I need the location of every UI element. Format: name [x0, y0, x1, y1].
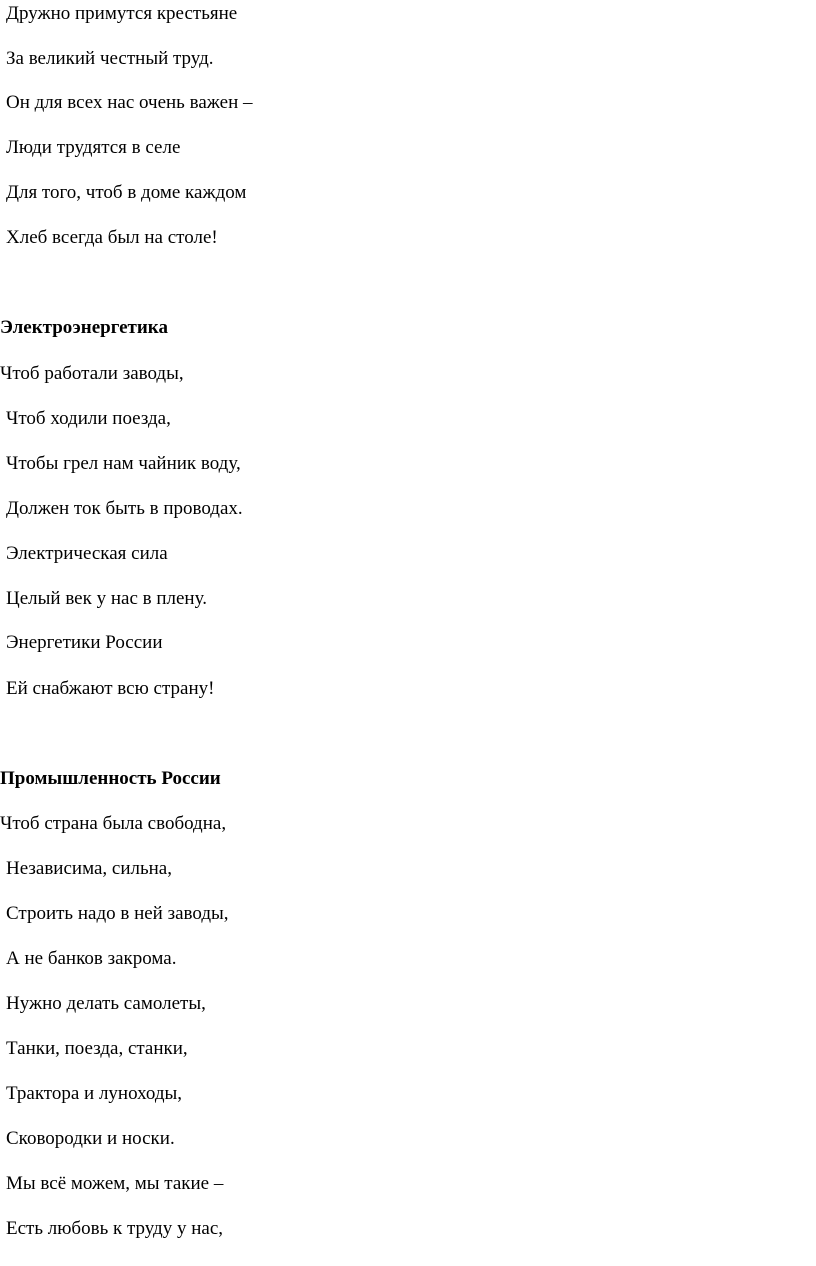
- poem-line: Должен ток быть в проводах.: [6, 498, 243, 519]
- poem-line: Хлеб всегда был на столе!: [6, 227, 218, 248]
- poem-line: Электрическая сила: [6, 543, 168, 564]
- poem-line: Чтоб работали заводы,: [0, 363, 184, 384]
- poem-line: Нужно делать самолеты,: [6, 993, 206, 1014]
- poem-line: Трактора и луноходы,: [6, 1083, 183, 1104]
- poem-line: Люди трудятся в селе: [6, 137, 181, 158]
- poem-line: Он для всех нас очень важен –: [6, 92, 253, 113]
- poem-line: Независима, сильна,: [6, 858, 172, 879]
- poem-line: За великий честный труд.: [6, 48, 214, 69]
- poem-line: Мы всё можем, мы такие –: [6, 1173, 224, 1194]
- poem-line: Чтоб страна была свободна,: [0, 813, 227, 834]
- poem-line: Энергетики России: [6, 632, 163, 653]
- poem-line: Чтобы грел нам чайник воду,: [6, 453, 241, 474]
- poem-line: А не банков закрома.: [6, 948, 177, 969]
- poem-line: Чтоб ходили поезда,: [6, 408, 171, 429]
- poem-line: Сковородки и носки.: [6, 1128, 175, 1149]
- poem-line: Для того, чтоб в доме каждом: [6, 182, 247, 203]
- section-heading: Электроэнергетика: [0, 317, 168, 338]
- section-heading: Промышленность России: [0, 768, 221, 789]
- poem-line: Танки, поезда, станки,: [6, 1038, 188, 1059]
- poem-line: Дружно примутся крестьяне: [6, 3, 238, 24]
- poem-line: Целый век у нас в плену.: [6, 588, 207, 609]
- poem-line: Есть любовь к труду у нас,: [6, 1218, 224, 1239]
- poem-line: Строить надо в ней заводы,: [6, 903, 229, 924]
- poem-line: Ей снабжают всю страну!: [6, 678, 215, 699]
